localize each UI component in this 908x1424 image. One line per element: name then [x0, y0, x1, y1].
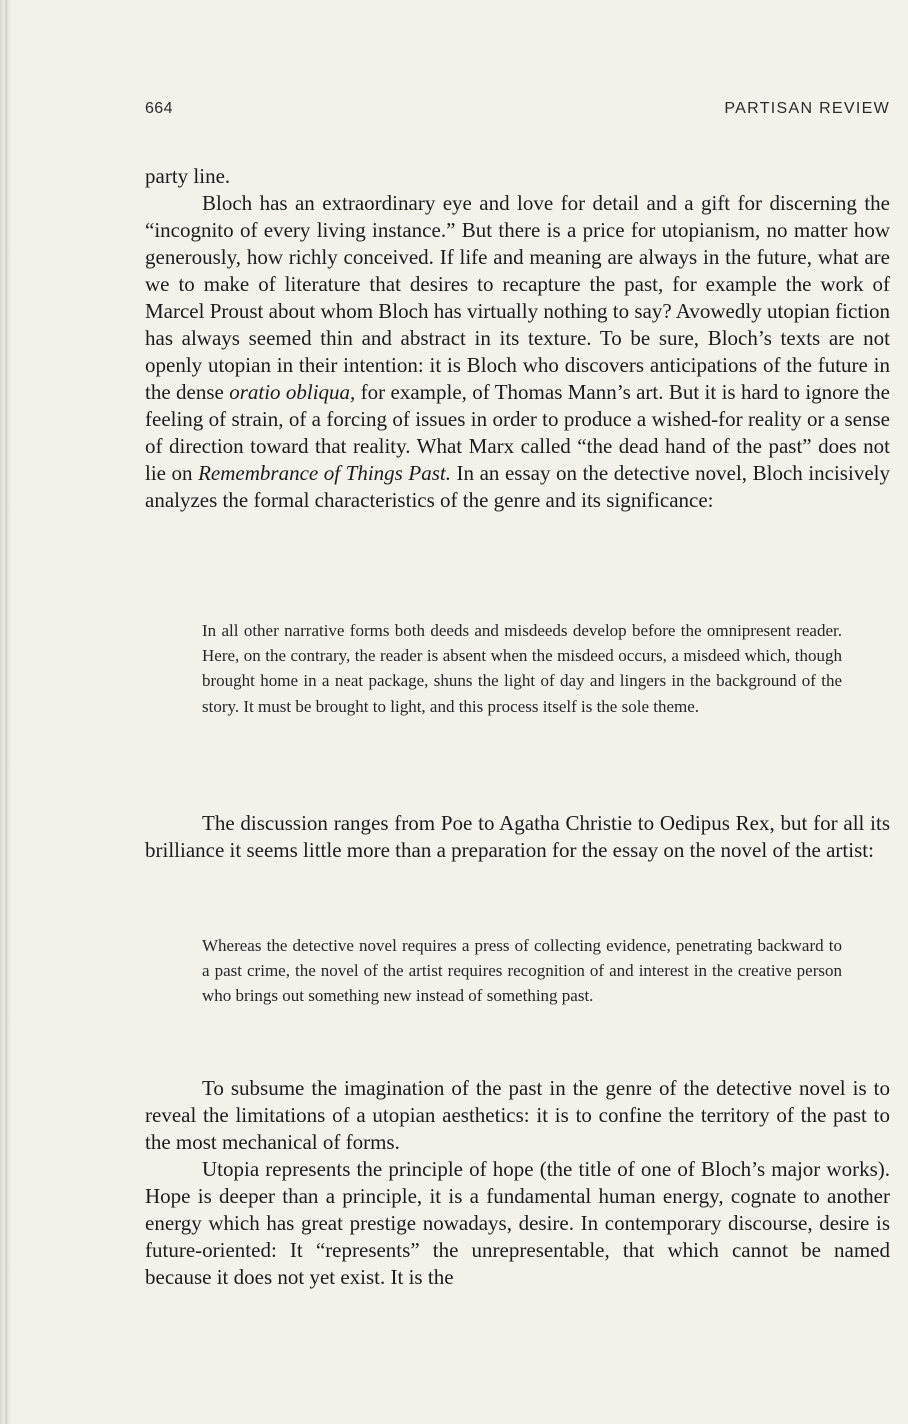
quote-text: Whereas the detective novel requires a press of collecting evidence, penetrating backward to a past crime, the novel of the artist requires recognition of and interest in the creative person who brings out something new instead of something past. [202, 936, 842, 1006]
block-quote-2 [202, 933, 842, 1009]
paragraph-text: Bloch has an extraordinary eye and love for detail and a gift for discerning the “incognito of every living instance.” But there is a price for utopianism, no matter how generously, how richly conceived. If life and meaning are always in the future, what are we to make of literature that desires to recapture the past, for example the work of Marcel Proust about whom Bloch has virtually nothing to say? Avowedly utopian fiction has always seemed thin and abstract in its texture. To be sure, Bloch’s texts are not openly utopian in their intention: it is Bloch who discovers anticipations of the future in the dense [145, 191, 890, 404]
paragraph-continuation: party line. [145, 164, 231, 188]
block-quote-1 [202, 618, 842, 719]
body-block-3 [145, 1075, 890, 1291]
body-block-2 [145, 810, 890, 864]
book-spine-shadow [0, 0, 12, 1424]
quote-text: In all other narrative forms both deeds and misdeeds develop before the omnipresent reader. Here, on the contrary, the reader is absent when the misdeed occurs, a misdeed which, though brought home in a neat package, shuns the light of day and lingers in the background of the story. It must be brought to light, and this process itself is the sole theme. [202, 621, 842, 716]
italic-term: oratio obliqua, [229, 380, 356, 404]
paragraph-subsume: To subsume the imagination of the past in the genre of the detective novel is to reveal the limitations of a utopian aesthetics: it is to confine the territory of the past to the most mechanical of forms. [145, 1076, 890, 1154]
page-number: 664 [145, 100, 173, 117]
paragraph-utopia: Utopia represents the principle of hope (the title of one of Bloch’s major works). Hope is deeper than a principle, it is a fundamental human energy, cognate to another energy which has great prestige nowadays, desire. In contemporary discourse, desire is future-oriented: It “represents” the unrepresentable, that which cannot be named because it does not yet exist. It is the [145, 1157, 890, 1289]
page [145, 0, 890, 1424]
italic-title: Remembrance of Things Past. [198, 461, 451, 485]
paragraph-text: In an essay on the detective novel, Bloch incisively analyzes the formal characteristics of the genre and its significance: [145, 461, 890, 512]
running-header [145, 100, 890, 128]
paragraph-discussion: The discussion ranges from Poe to Agatha Christie to Oedipus Rex, but for all its brilliance it seems little more than a preparation for the essay on the novel of the artist: [145, 811, 890, 862]
body-block-1 [145, 163, 890, 514]
running-title: PARTISAN REVIEW [724, 100, 890, 117]
paragraph-bloch [145, 190, 890, 514]
paragraph-text: for example, of Thomas Mann’s art. But it is hard to ignore the feeling of strain, of a forcing of issues in order to produce a wished-for reality or a sense of direction toward that reality. What Marx called “the dead hand of the past” does not lie on [145, 380, 890, 485]
